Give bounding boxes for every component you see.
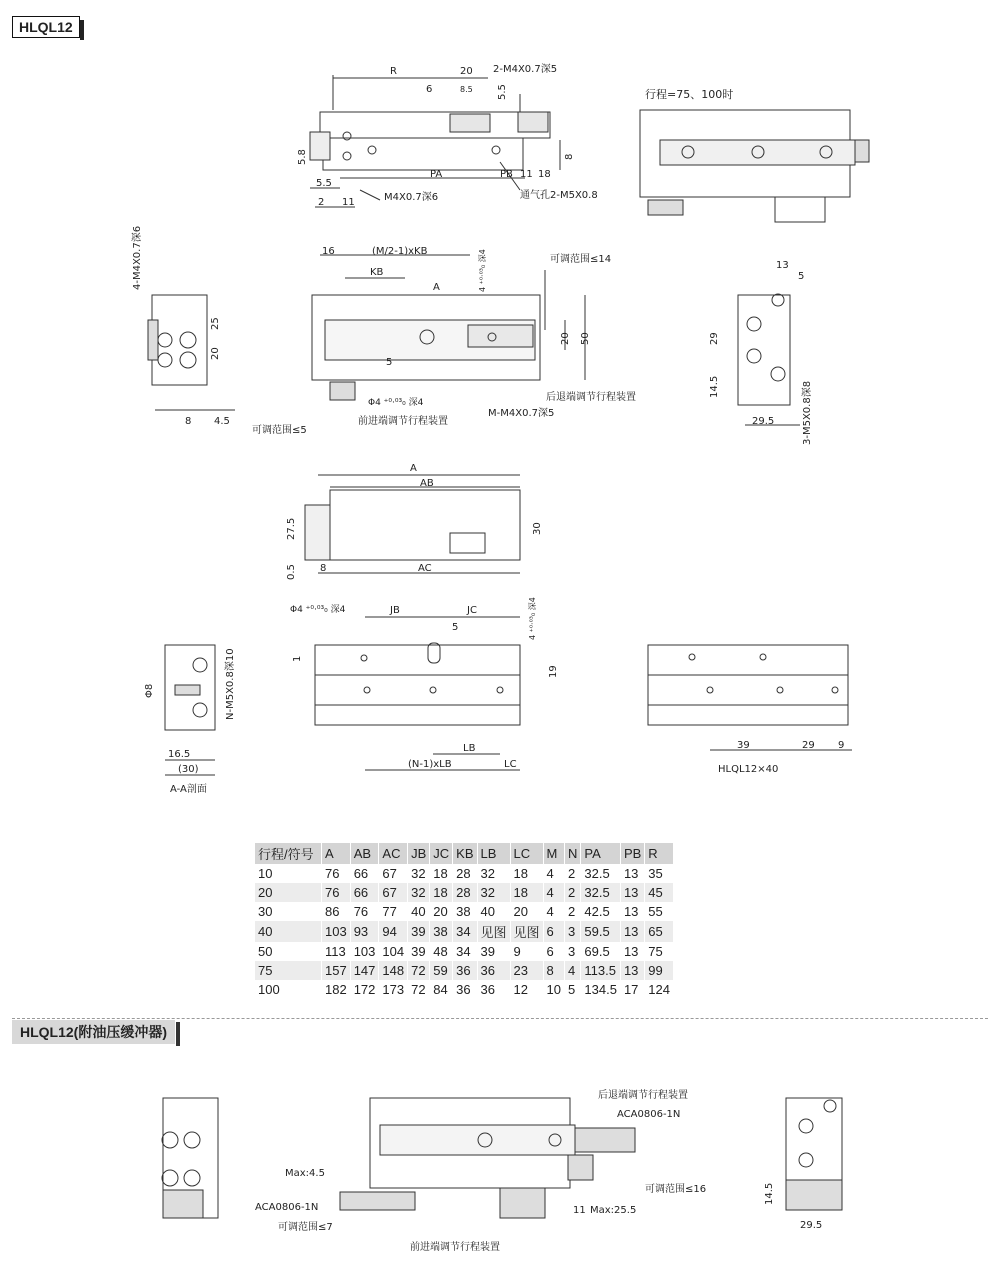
dim-lb: LB: [463, 743, 476, 754]
table-cell: 13: [620, 902, 644, 921]
table-header-cell: N: [565, 843, 581, 864]
table-cell: 94: [379, 921, 408, 942]
note-rear-adj: 后退端调节行程装置: [546, 392, 636, 403]
dim-29-5: 29.5: [752, 416, 775, 427]
table-cell: 113.5: [581, 961, 621, 980]
table-cell: 75: [645, 942, 674, 961]
dim-16: 16: [322, 246, 335, 257]
table-cell: 32: [477, 864, 510, 883]
dim-18: 18: [538, 169, 551, 180]
buffer-section-title: HLQL12(附油压缓冲器): [12, 1020, 175, 1044]
view-x40-label: HLQL12×40: [718, 764, 779, 775]
table-cell: 86: [322, 902, 351, 921]
dim-8-5: 8.5: [460, 85, 473, 94]
table-cell: 48: [430, 942, 453, 961]
table-cell: 18: [430, 883, 453, 902]
table-cell: 3: [565, 921, 581, 942]
dim-a: A: [410, 463, 417, 474]
table-cell: 13: [620, 961, 644, 980]
buffer-left-view: [162, 1098, 218, 1218]
table-cell: 30: [255, 902, 322, 921]
bottom-plan-view: [315, 617, 520, 770]
table-cell: 134.5: [581, 980, 621, 999]
table-cell: 72: [408, 961, 430, 980]
table-cell: 32.5: [581, 864, 621, 883]
table-cell: 28: [453, 864, 477, 883]
table-cell: 75: [255, 961, 322, 980]
note-hole4: 4 ⁺⁰·⁰³₀ 深4: [478, 249, 487, 292]
note-m-m4: M-M4X0.7深5: [488, 408, 555, 419]
dim-39: 39: [737, 740, 750, 751]
dim-max255: Max:25.5: [590, 1205, 637, 1216]
note-m4-top: 2-M4X0.7深5: [493, 64, 558, 75]
dim-16-5: 16.5: [168, 749, 191, 760]
table-row: [255, 942, 674, 961]
table-cell: 66: [350, 864, 379, 883]
table-cell: 50: [255, 942, 322, 961]
dim-2: 2: [318, 197, 325, 208]
table-cell: 32.5: [581, 883, 621, 902]
note-front-adj: 前进端调节行程装置: [358, 416, 448, 427]
table-cell: 9: [510, 942, 543, 961]
table-cell: 见图: [510, 921, 543, 942]
table-cell: 100: [255, 980, 322, 999]
note-vent: 通气孔2-M5X0.8: [520, 190, 598, 201]
table-cell: 69.5: [581, 942, 621, 961]
dim-1: 1: [292, 655, 303, 662]
dim-ab: AB: [420, 478, 434, 489]
table-cell: 36: [453, 980, 477, 999]
section-divider: [12, 1018, 988, 1019]
dim-jc: JC: [467, 605, 477, 616]
table-cell: 42.5: [581, 902, 621, 921]
note-front-adj2: 前进端调节行程装置: [410, 1242, 500, 1253]
table-cell: 172: [350, 980, 379, 999]
note-phi4b: Φ4 ⁺⁰·⁰³₀ 深4: [290, 605, 346, 615]
dim-8: 8: [564, 153, 575, 160]
dim-r: R: [390, 66, 397, 77]
table-cell: 39: [408, 942, 430, 961]
table-cell: 10: [543, 980, 564, 999]
dim-pa: PA: [430, 169, 443, 180]
table-header-cell: JB: [408, 843, 430, 864]
dim-20b: 20: [210, 347, 221, 360]
table-cell: 4: [543, 864, 564, 883]
dim-5-5v: 5.5: [497, 84, 508, 100]
table-cell: 23: [510, 961, 543, 980]
table-cell: 18: [510, 883, 543, 902]
table-cell: 12: [510, 980, 543, 999]
spec-table: [255, 843, 674, 999]
dim-5: 5: [386, 357, 393, 368]
table-cell: 72: [408, 980, 430, 999]
table-cell: 20: [510, 902, 543, 921]
dim-20: 20: [460, 66, 473, 77]
table-cell: 18: [430, 864, 453, 883]
dim-ac: AC: [418, 563, 432, 574]
dim-29b: 29: [802, 740, 815, 751]
buffer-plan-view: [340, 1098, 635, 1218]
table-row: [255, 980, 674, 999]
table-cell: 38: [453, 902, 477, 921]
table-cell: 20: [255, 883, 322, 902]
top-right-view: [640, 110, 869, 222]
table-cell: 55: [645, 902, 674, 921]
table-cell: 93: [350, 921, 379, 942]
table-cell: 32: [477, 883, 510, 902]
table-cell: 39: [477, 942, 510, 961]
note-aca-bot: ACA0806-1N: [255, 1202, 319, 1213]
table-cell: 157: [322, 961, 351, 980]
table-cell: 5: [565, 980, 581, 999]
table-cell: 13: [620, 864, 644, 883]
table-cell: 59.5: [581, 921, 621, 942]
table-header-cell: AC: [379, 843, 408, 864]
drawing-title: HLQL12: [12, 16, 80, 38]
note-stroke: 行程=75、100时: [645, 88, 734, 101]
table-cell: 4: [543, 902, 564, 921]
table-cell: 40: [408, 902, 430, 921]
table-cell: 17: [620, 980, 644, 999]
table-cell: 10: [255, 864, 322, 883]
dim-8c: 8: [320, 563, 327, 574]
table-cell: 147: [350, 961, 379, 980]
dim-5-8: 5.8: [297, 149, 308, 165]
table-cell: 39: [408, 921, 430, 942]
dim-mkb: (M/2-1)xKB: [372, 246, 428, 257]
table-cell: 173: [379, 980, 408, 999]
table-cell: 3: [565, 942, 581, 961]
note-phi4: Φ4 ⁺⁰·⁰³₀ 深4: [368, 398, 424, 408]
table-cell: 76: [322, 864, 351, 883]
table-row: [255, 921, 674, 942]
dim-5-5: 5.5: [316, 178, 332, 189]
table-cell: 6: [543, 921, 564, 942]
table-cell: 18: [510, 864, 543, 883]
dim-27-5: 27.5: [286, 517, 297, 540]
table-header-cell: A: [322, 843, 351, 864]
table-cell: 见图: [477, 921, 510, 942]
table-header-cell: JC: [430, 843, 453, 864]
note-adj7: 可调范围≤7: [278, 1222, 333, 1233]
table-cell: 4: [565, 961, 581, 980]
note-adj14: 可调范围≤14: [550, 254, 612, 265]
section-aa-label: A-A剖面: [170, 784, 207, 795]
table-cell: 104: [379, 942, 408, 961]
table-cell: 36: [477, 961, 510, 980]
table-header-cell: M: [543, 843, 564, 864]
dim-6: 6: [426, 84, 433, 95]
note-m4-side: M4X0.7深6: [384, 192, 439, 203]
table-row: [255, 883, 674, 902]
table-header-cell: LB: [477, 843, 510, 864]
dim-5c: 5: [452, 622, 459, 633]
dim-29: 29: [709, 332, 720, 345]
table-cell: 103: [350, 942, 379, 961]
table-header-cell: PB: [620, 843, 644, 864]
table-cell: 8: [543, 961, 564, 980]
dim-nlb: (N-1)xLB: [408, 759, 452, 770]
dim-19: 19: [548, 665, 559, 678]
note-rear-adj2: 后退端调节行程装置: [598, 1090, 688, 1101]
table-cell: 99: [645, 961, 674, 980]
dim-20c: 20: [560, 332, 571, 345]
table-cell: 77: [379, 902, 408, 921]
dim-lc: LC: [504, 759, 517, 770]
note-left-m4: 4-M4X0.7深6: [132, 225, 143, 290]
table-cell: 84: [430, 980, 453, 999]
table-header-cell: PA: [581, 843, 621, 864]
dim-25: 25: [210, 317, 221, 330]
note-max45: Max:4.5: [285, 1168, 325, 1179]
front-view: [305, 475, 520, 573]
dim-11b: 11: [520, 169, 533, 180]
table-row: [255, 961, 674, 980]
table-header-cell: 行程/符号: [255, 843, 322, 864]
dim-kb: KB: [370, 267, 384, 278]
dim-30p: (30): [178, 764, 199, 775]
dim-11: 11: [342, 197, 355, 208]
table-header-cell: R: [645, 843, 674, 864]
dim-4-5: 4.5: [214, 416, 230, 427]
note-aca-top: ACA0806-1N: [617, 1109, 681, 1120]
x40-view: [648, 645, 852, 750]
table-cell: 20: [430, 902, 453, 921]
table-row: [255, 902, 674, 921]
dim-phi8: Φ8: [144, 683, 155, 698]
table-cell: 103: [322, 921, 351, 942]
table-cell: 113: [322, 942, 351, 961]
table-cell: 34: [453, 942, 477, 961]
table-row: [255, 864, 674, 883]
table-cell: 32: [408, 864, 430, 883]
section-a-top: A: [433, 282, 440, 293]
note-m5-3: 3-M5X0.8深8: [802, 380, 813, 445]
note-adj16: 可调范围≤16: [645, 1184, 707, 1195]
table-header-cell: LC: [510, 843, 543, 864]
dim-9: 9: [838, 740, 845, 751]
top-view: [310, 75, 560, 207]
table-cell: 67: [379, 883, 408, 902]
table-cell: 2: [565, 883, 581, 902]
dim-50: 50: [580, 332, 591, 345]
dim-13: 13: [776, 260, 789, 271]
dim-jb: JB: [390, 605, 400, 616]
table-cell: 65: [645, 921, 674, 942]
buffer-right-view: [786, 1098, 842, 1210]
table-cell: 36: [477, 980, 510, 999]
dim-29-5b: 29.5: [800, 1220, 823, 1231]
table-cell: 38: [430, 921, 453, 942]
table-cell: 36: [453, 961, 477, 980]
table-cell: 13: [620, 942, 644, 961]
dim-14-5: 14.5: [709, 375, 720, 398]
dim-11c: 11: [573, 1205, 586, 1216]
table-cell: 148: [379, 961, 408, 980]
table-cell: 35: [645, 864, 674, 883]
dim-0-5: 0.5: [286, 564, 297, 580]
table-cell: 76: [322, 883, 351, 902]
table-cell: 76: [350, 902, 379, 921]
table-cell: 28: [453, 883, 477, 902]
dim-8b: 8: [185, 416, 192, 427]
dim-30: 30: [532, 522, 543, 535]
dim-pb: PB: [500, 169, 513, 180]
table-cell: 6: [543, 942, 564, 961]
table-cell: 182: [322, 980, 351, 999]
table-cell: 59: [430, 961, 453, 980]
note-adj5: 可调范围≤5: [252, 425, 307, 436]
table-cell: 2: [565, 902, 581, 921]
table-header-cell: KB: [453, 843, 477, 864]
table-cell: 40: [255, 921, 322, 942]
middle-plan-view: [312, 255, 585, 400]
note-hole4b: 4 ⁺⁰·⁰³₀ 深4: [528, 597, 537, 640]
dim-14-5b: 14.5: [764, 1182, 775, 1205]
table-cell: 45: [645, 883, 674, 902]
left-side-view: [148, 295, 235, 410]
table-cell: 13: [620, 883, 644, 902]
table-header-cell: AB: [350, 843, 379, 864]
table-cell: 34: [453, 921, 477, 942]
table-cell: 67: [379, 864, 408, 883]
table-cell: 40: [477, 902, 510, 921]
table-cell: 124: [645, 980, 674, 999]
table-cell: 4: [543, 883, 564, 902]
table-header-row: [255, 843, 674, 864]
table-cell: 13: [620, 921, 644, 942]
table-cell: 2: [565, 864, 581, 883]
table-cell: 66: [350, 883, 379, 902]
table-cell: 32: [408, 883, 430, 902]
dim-5b: 5: [798, 271, 805, 282]
right-side-view: [738, 294, 800, 425]
note-n-m5: N-M5X0.8深10: [225, 648, 236, 720]
